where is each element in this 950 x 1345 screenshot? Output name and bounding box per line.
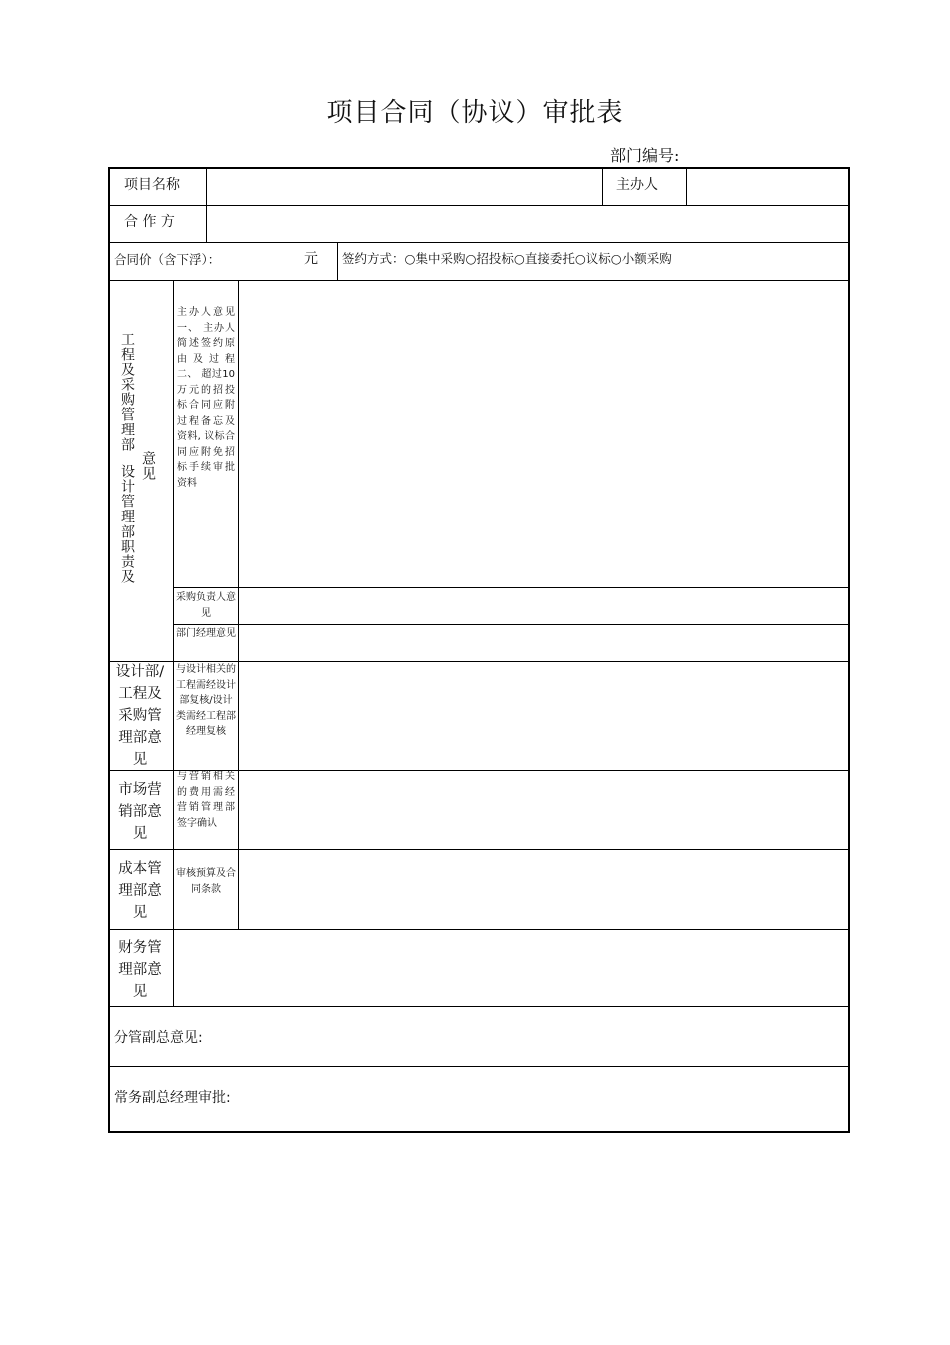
engineering-opinion-label: 意见 <box>140 451 156 481</box>
dept-manager-opinion-label: 部门经理意见 <box>176 628 236 639</box>
contract-price-label: 合同价（含下浮）： <box>114 252 221 267</box>
approval-form-table <box>108 167 850 1133</box>
option-small-purchase[interactable]: ○小额采购 <box>610 251 672 266</box>
marketing-dept-opinion-label: 市场营销部意见 <box>118 782 162 842</box>
currency-unit: 元 <box>304 251 318 267</box>
finance-dept-opinion-label: 财务管理部意见 <box>118 940 162 1000</box>
sponsor-label: 主办人 <box>616 177 658 193</box>
option-central-purchase[interactable]: ○集中采购 <box>404 251 466 266</box>
deputy-gm-opinion-label: 分管副总意见: <box>114 1030 203 1046</box>
option-tender[interactable]: ○招投标 <box>465 251 514 266</box>
marketing-review-note: 与营销相关的费用需经营销管理部签字确认 <box>177 771 235 829</box>
design-review-note: 与设计相关的工程需经设计部复核/设计类需经工程部经理复核 <box>176 664 236 737</box>
design-dept-duty-label: 设计管理部职责及 <box>119 464 135 584</box>
purchase-head-opinion-label: 采购负责人意见 <box>176 592 236 619</box>
project-name-label: 项目名称 <box>124 177 180 193</box>
partner-label: 合 作 方 <box>124 214 175 230</box>
option-negotiated-bid[interactable]: ○议标 <box>574 251 611 266</box>
executive-gm-approval-label: 常务副总经理审批: <box>114 1090 231 1106</box>
cost-dept-opinion-label: 成本管理部意见 <box>118 861 162 921</box>
signing-method-label: 签约方式： <box>342 251 405 266</box>
cost-review-note: 审核预算及合同条款 <box>176 868 236 895</box>
department-number-label: 部门编号: <box>610 146 680 165</box>
design-dept-opinion-label: 设计部/工程及采购管理部意见 <box>115 664 165 768</box>
option-direct-entrust[interactable]: ○直接委托 <box>513 251 575 266</box>
signing-method <box>342 251 672 266</box>
sponsor-opinion-instructions: 主办人意见 一、 主办人简述签约原由及过程 二、 超过10万元的招投标合同应附过程备忘及资料, 议标合同应附免招标手续审批资料 <box>177 307 235 489</box>
page-title: 项目合同（协议）审批表 <box>326 98 624 128</box>
engineering-dept-label: 工程及采购管理部 <box>119 332 135 452</box>
